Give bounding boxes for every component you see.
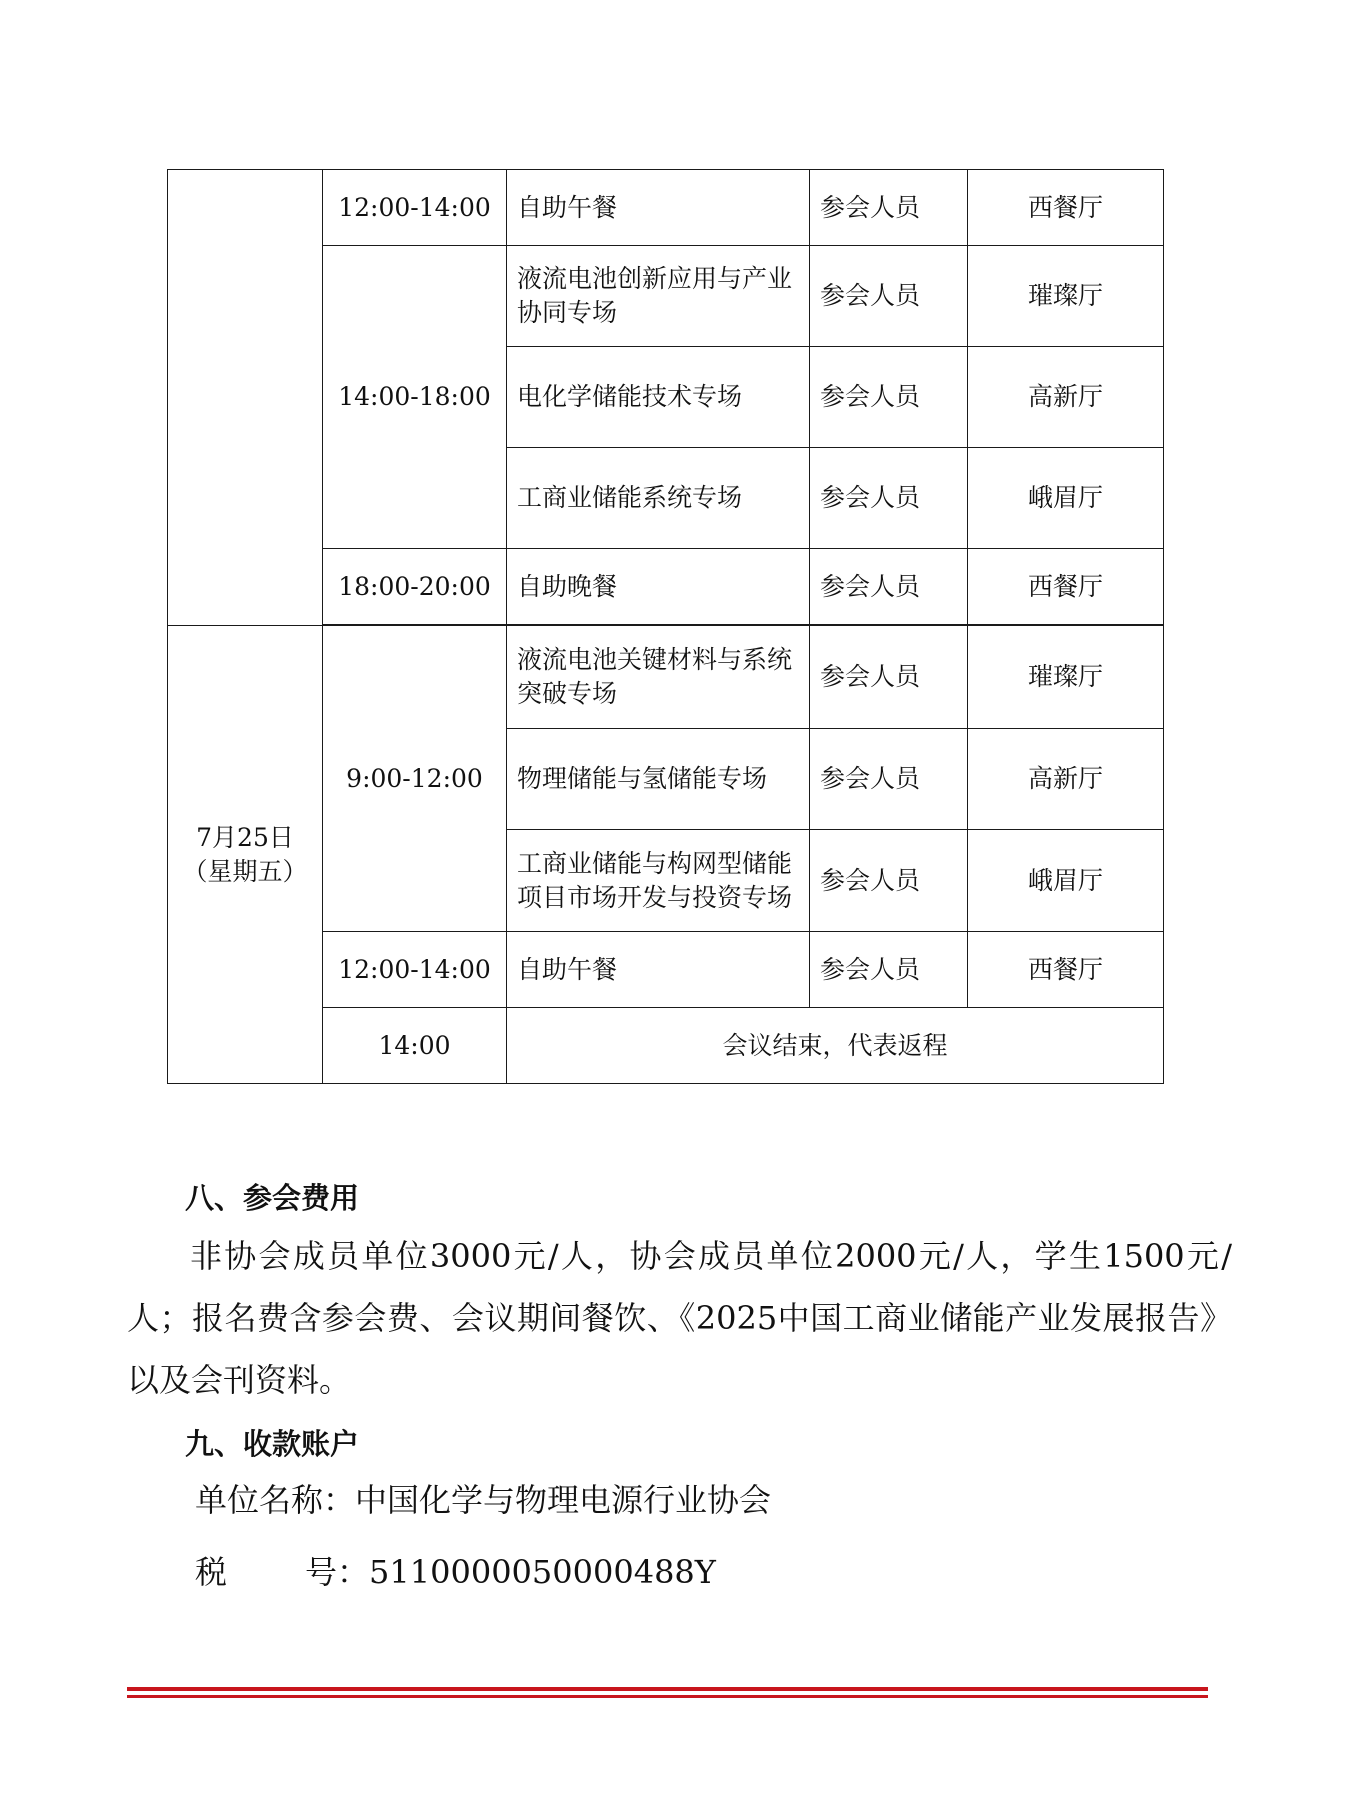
room-cell: 高新厅 (968, 729, 1164, 830)
room-cell: 璀璨厅 (968, 246, 1164, 347)
tax-label-2: 号： (305, 1553, 370, 1591)
unit-label: 单位名称： (195, 1481, 356, 1519)
account-unit-row (195, 1480, 771, 1520)
weekday-text: （星期五） (182, 856, 308, 886)
unit-value: 中国化学与物理电源行业协会 (355, 1481, 772, 1519)
topic-cell: 自助午餐 (507, 170, 810, 246)
time-cell: 18:00-20:00 (323, 549, 507, 625)
table-row (168, 626, 1164, 729)
attendee-cell: 参会人员 (810, 347, 968, 448)
date-cell-continued (168, 170, 323, 626)
date-cell (168, 626, 323, 1084)
time-cell: 12:00-14:00 (323, 170, 507, 246)
tax-value: 5110000050000488Y (369, 1553, 716, 1591)
section-8-body: 非协会成员单位3000元/人，协会成员单位2000元/人，学生1500元/人；报名费含参会费、会议期间餐饮、《2025中国工商业储能产业发展报告》以及会刊资料。 (127, 1237, 1232, 1399)
attendee-cell: 参会人员 (810, 626, 968, 729)
room-cell: 峨眉厅 (968, 448, 1164, 549)
room-cell: 璀璨厅 (968, 626, 1164, 729)
section-9-heading: 九、收款账户 (185, 1427, 360, 1461)
attendee-cell: 参会人员 (810, 170, 968, 246)
time-cell: 14:00-18:00 (323, 246, 507, 549)
time-cell: 14:00 (323, 1008, 507, 1084)
topic-cell: 工商业储能与构网型储能项目市场开发与投资专场 (507, 830, 810, 932)
attendee-cell: 参会人员 (810, 448, 968, 549)
room-cell: 西餐厅 (968, 170, 1164, 246)
time-cell: 12:00-14:00 (323, 932, 507, 1008)
footer-red-rule (127, 1687, 1208, 1691)
attendee-cell: 参会人员 (810, 729, 968, 830)
account-tax-row (195, 1552, 716, 1592)
closing-cell: 会议结束，代表返程 (507, 1008, 1164, 1084)
room-cell: 西餐厅 (968, 549, 1164, 625)
topic-cell: 工商业储能系统专场 (507, 448, 810, 549)
attendee-cell: 参会人员 (810, 932, 968, 1008)
attendee-cell: 参会人员 (810, 246, 968, 347)
date-text: 7月25日 (196, 822, 294, 852)
attendee-cell: 参会人员 (810, 549, 968, 625)
time-cell: 9:00-12:00 (323, 626, 507, 932)
topic-cell: 自助晚餐 (507, 549, 810, 625)
attendee-cell: 参会人员 (810, 830, 968, 932)
room-cell: 西餐厅 (968, 932, 1164, 1008)
topic-cell: 电化学储能技术专场 (507, 347, 810, 448)
tax-label-1: 税 (195, 1553, 228, 1591)
topic-cell: 物理储能与氢储能专场 (507, 729, 810, 830)
schedule-table (167, 169, 1164, 1084)
topic-cell: 自助午餐 (507, 932, 810, 1008)
table-row (168, 170, 1164, 246)
room-cell: 高新厅 (968, 347, 1164, 448)
section-8-heading: 八、参会费用 (185, 1181, 360, 1215)
room-cell: 峨眉厅 (968, 830, 1164, 932)
footer-red-rule-thin (127, 1695, 1208, 1698)
topic-cell: 液流电池关键材料与系统突破专场 (507, 626, 810, 729)
topic-cell: 液流电池创新应用与产业协同专场 (507, 246, 810, 347)
